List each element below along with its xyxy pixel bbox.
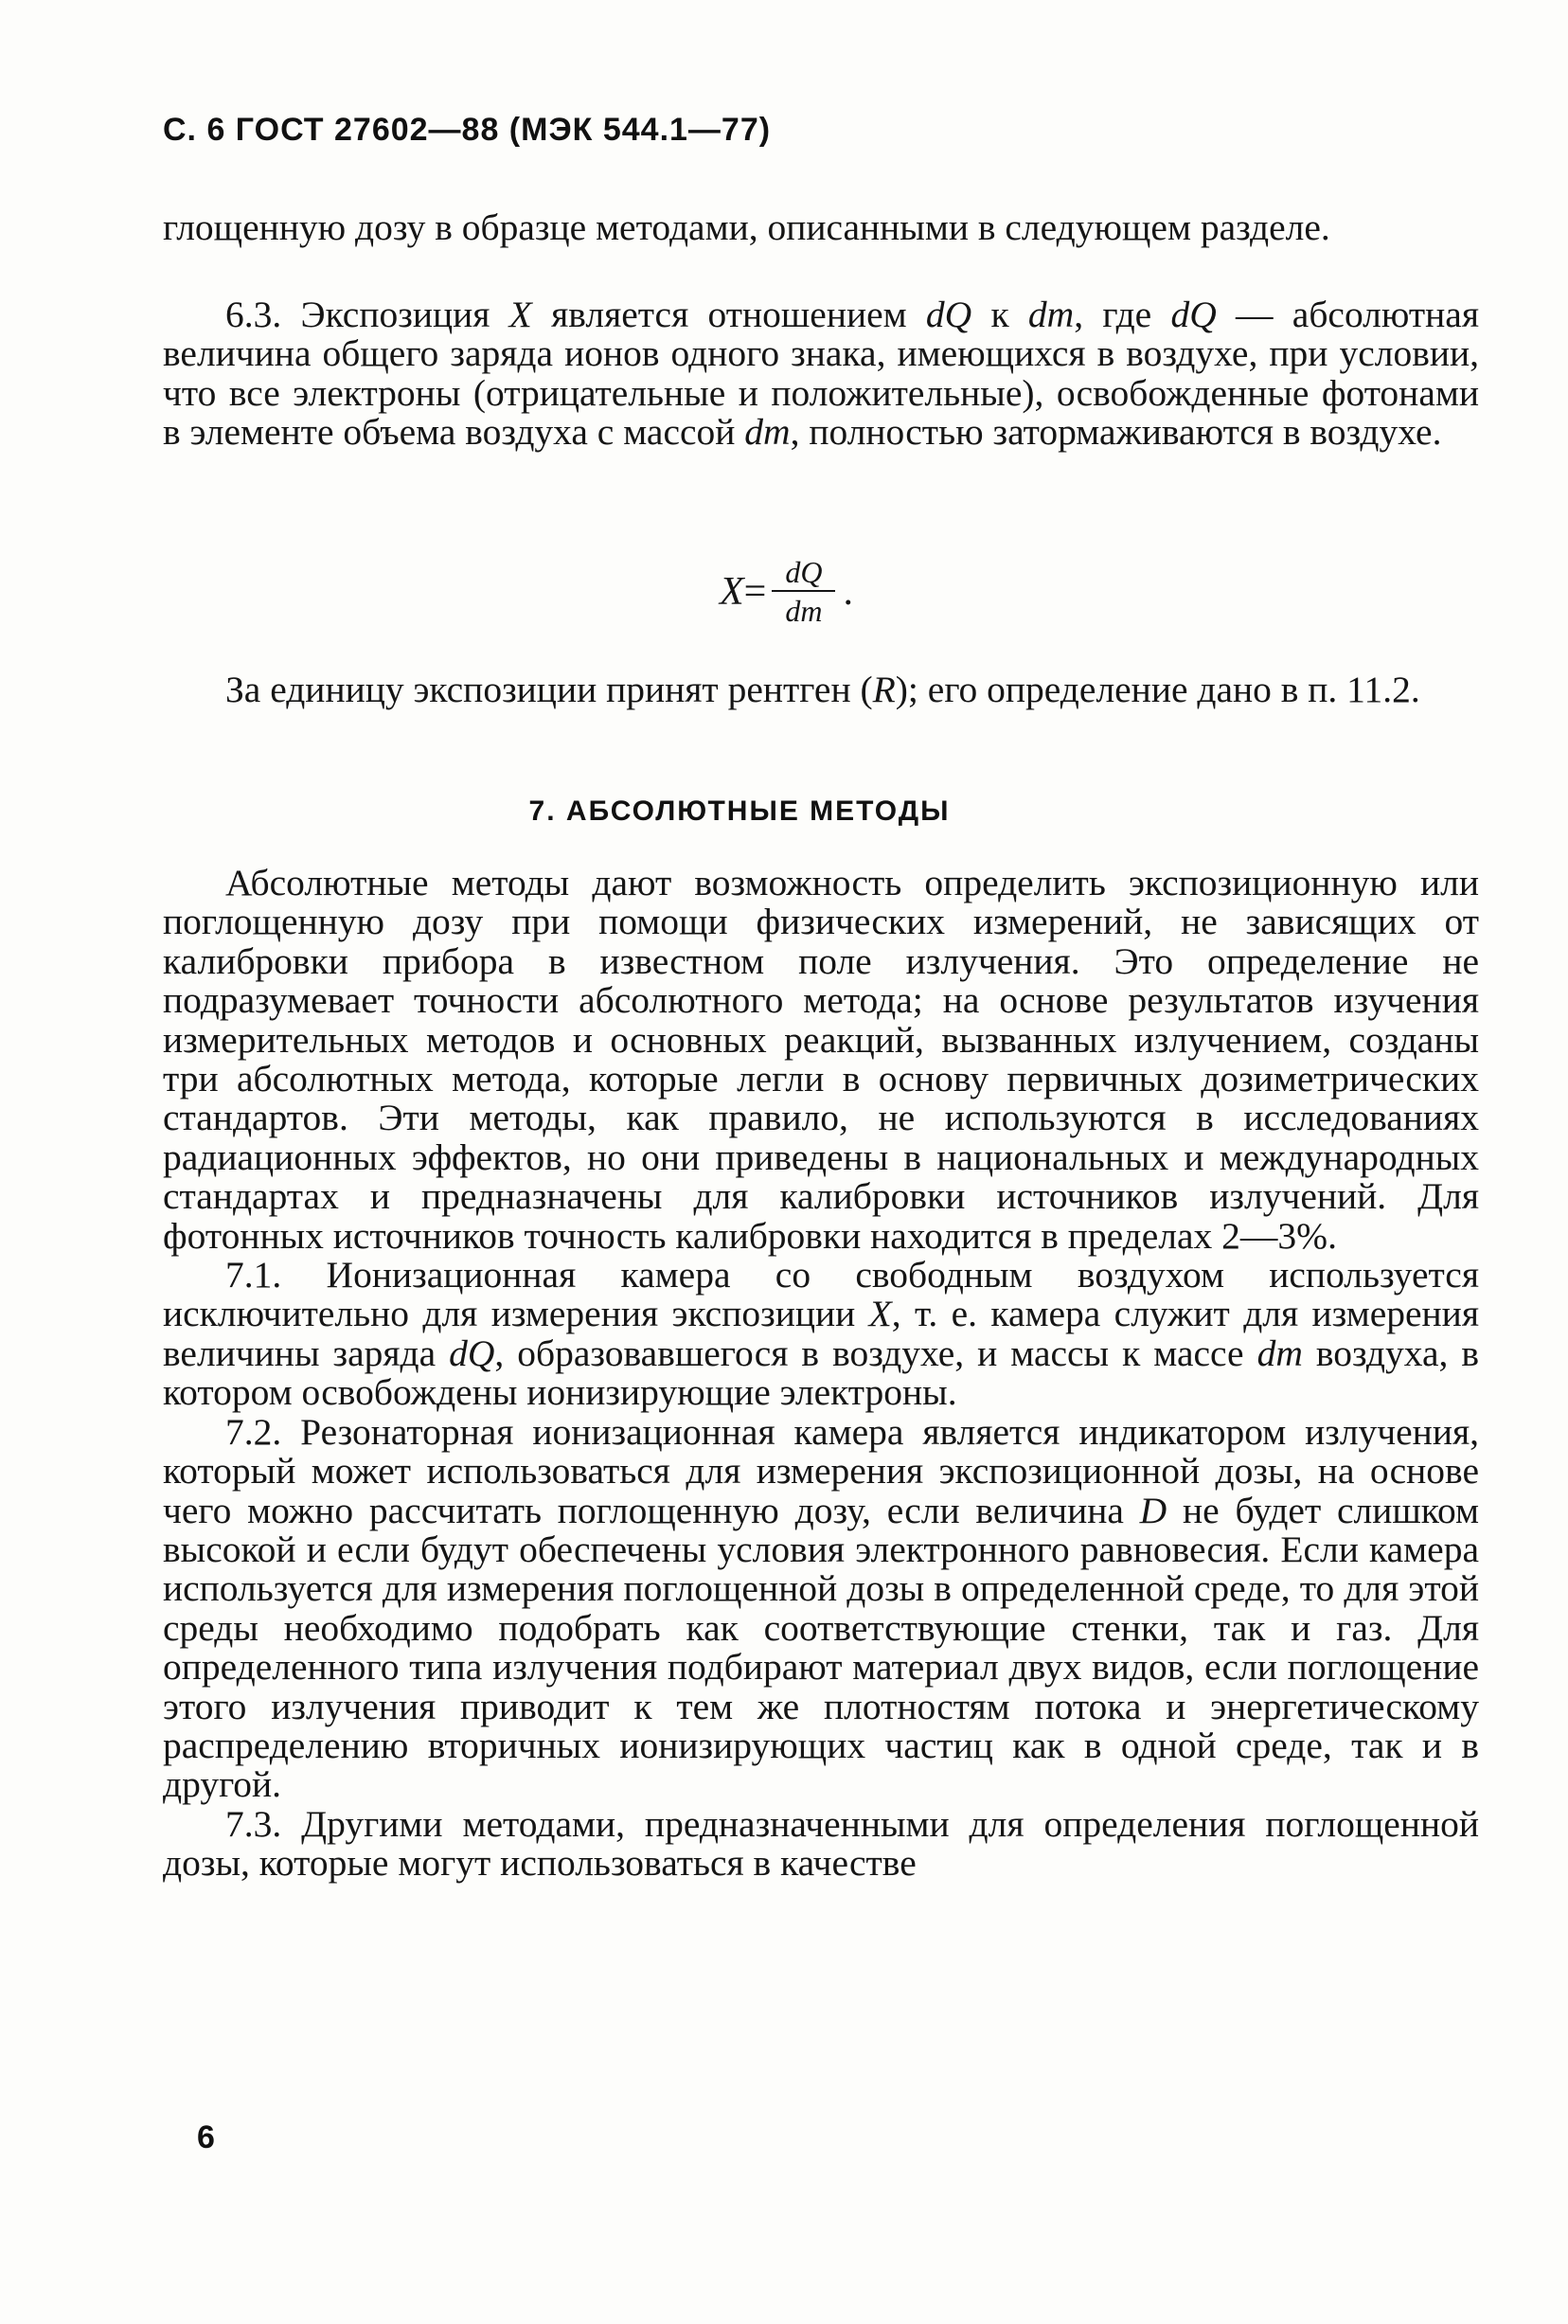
symbol-x: X	[508, 294, 532, 335]
symbol-x: X	[868, 1293, 892, 1335]
page-header: С. 6 ГОСТ 27602—88 (МЭК 544.1—77)	[163, 112, 772, 148]
page-number: 6	[197, 2119, 215, 2155]
section-title: 7. АБСОЛЮТНЫЕ МЕТОДЫ	[528, 796, 951, 827]
formula-period: .	[843, 570, 853, 614]
formula-fraction	[772, 554, 835, 630]
symbol-dm: dm	[1027, 294, 1075, 335]
symbol-dq: dQ	[1170, 294, 1217, 335]
symbol-dm: dm	[744, 411, 791, 454]
paragraph-continuation: глощенную дозу в образце методами, описанными в следующем разделе.	[163, 206, 1330, 248]
symbol-d: D	[1139, 1489, 1167, 1531]
paragraph-7-3: 7.3. Другими методами, предназначенными для определения поглощенной дозы, которые могут использоваться в качестве	[163, 1802, 1479, 1885]
formula-equals: =	[743, 570, 767, 614]
symbol-dq: dQ	[925, 294, 972, 335]
section-7-body	[163, 864, 1479, 1884]
paragraph-7-2: 7.2. Резонаторная ионизационная камера является индикатором излучения, который может использоваться для измерения экспозиционной дозы, на основе чего можно рассчитать поглощенную дозу, если величина D не будет слишком высокой и если будут обеспечены условия электронного равновесия. Если камера используется для измерения поглощенной дозы в определенной среде, то для этой среды необходимо подобрать как соответствующие стенки, так и газ. Для определенного типа излучения подбирают материал двух видов, если поглощение этого излучения приводит к тем же плотностям потока и энергетическому распределению вторичных ионизирующих частиц как в одной среде, так и в другой.	[163, 1410, 1479, 1806]
formula-denominator: dm	[785, 594, 823, 628]
symbol-dm: dm	[1256, 1332, 1303, 1374]
symbol-dq: dQ	[449, 1332, 495, 1374]
formula-numerator: dQ	[785, 555, 823, 589]
exposure-formula	[720, 554, 853, 630]
paragraph-6-3: 6.3. Экспозиция X является отношением dQ к dm, где dQ — абсолютная величина общего заряда ионов одного знака, имеющихся в воздухе, при условии, что все электроны (отрицательные и положительные), освобожденные фотонами в элементе объема воздуха с массой dm, полностью затормаживаются в воздухе.	[163, 294, 1479, 454]
paragraph-unit: За единицу экспозиции принят рентген (R); его определение дано в п. 11.2.	[225, 669, 1420, 710]
formula-lhs: X	[720, 570, 744, 614]
paragraph-7-1: 7.1. Ионизационная камера со свободным воздухом используется исключительно для измерения экспозиции X, т. е. камера служит для измерения величины заряда dQ, образовавшегося в воздухе, и массы к массе dm воздуха, в котором освобождены ионизирующие электроны.	[163, 1254, 1479, 1414]
symbol-r: R	[872, 669, 896, 710]
paragraph-7-intro: Абсолютные методы дают возможность определить экспозиционную или поглощенную дозу при помощи физических измерений, не зависящих от калибровки прибора в известном поле излучения. Это определение не подразумевает точности абсолютного метода; на основе результатов изучения измерительных методов и основных реакций, вызванных излучением, созданы три абсолютных метода, которые легли в основу первичных дозиметрических стандартов. Эти методы, как правило, не используются в исследованиях радиационных эффектов, но они приведены в национальных и международных стандартах и предназначены для калибровки источников излучений. Для фотонных источников точность калибровки находится в пределах 2—3%.	[163, 862, 1479, 1257]
